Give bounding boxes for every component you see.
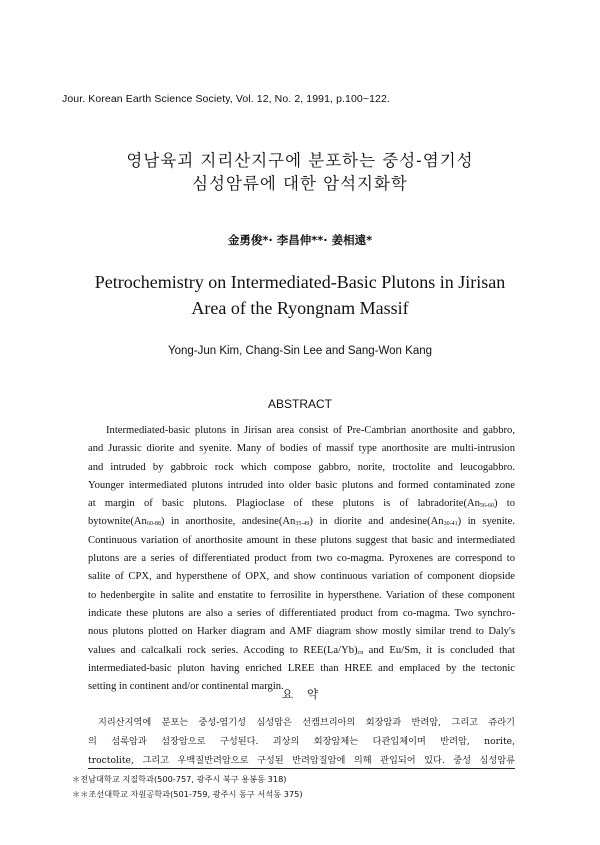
authors-hanja: 金勇俊*· 李昌伸**· 姜相遠* bbox=[227, 233, 373, 247]
summary-body bbox=[88, 713, 515, 770]
subscript-cn: cn bbox=[357, 649, 364, 656]
footnote-affiliation-2: ＊＊조선대학교 자원공학과(501-759, 광주시 동구 서석동 375) bbox=[72, 789, 303, 799]
abstract-line: to hedenbergite in salite and enstatite to ferrosilite in hypersthene. Variation of these component bbox=[88, 589, 515, 601]
abstract-line-text: at margin of basic plutons. Plagioclase of these plutons is of labradorite(An bbox=[88, 498, 480, 510]
abstract-line: Intermediated-basic plutons in Jirisan area consist of Pre-Cambrian anorthosite and gabbro, bbox=[106, 425, 515, 436]
abstract-line: Younger intermediated plutons intruded into older basic plutons and formed contaminated zone bbox=[88, 479, 515, 491]
journal-reference: Jour. Korean Earth Science Society, Vol. 12, No. 2, 1991, p.100~122. bbox=[62, 93, 390, 105]
subscript-an-bytownite: 60-88 bbox=[146, 521, 161, 528]
abstract-line-text: values and calcalkali rock series. Accoding to REE(La/Yb) bbox=[88, 644, 358, 656]
subscript-an-labradorite: 56-60 bbox=[479, 503, 494, 510]
abstract-line: nous plutons plotted on Harker diagram and AMF diagram show mostly similar trend to Daly's bbox=[88, 626, 515, 638]
abstract-line-text: ) in diorite and andesine(An bbox=[309, 516, 444, 528]
abstract-line-text: ) to bbox=[493, 498, 516, 510]
summary-heading: 요약 bbox=[281, 687, 333, 701]
abstract-line: and intruded by gabbroic rock which compose gabbro, norite, troctolite and leucogabbro. bbox=[88, 461, 515, 473]
korean-title-line-1: 영남육괴 지리산지구에 분포하는 중성-염기성 bbox=[126, 151, 474, 170]
subscript-an-andesine-syenite: 30-41 bbox=[443, 521, 458, 528]
footnote-affiliation-1: ＊전남대학교 지질학과(500-757, 광주시 북구 용봉동 318) bbox=[72, 774, 287, 784]
abstract-line: intermediated-basic pluton having enriched LREE than HREE and emplaced by the tectonic bbox=[88, 662, 515, 674]
abstract-line-text: ) in syenite. bbox=[457, 516, 515, 528]
subscript-an-andesine-diorite: 35-49 bbox=[295, 521, 310, 528]
abstract-line bbox=[88, 513, 515, 531]
abstract-line-text: bytownite(An bbox=[88, 516, 147, 528]
abstract-line: plutons are a series of differentiated product from two co-magma. Pyroxenes are correspond to bbox=[88, 553, 515, 565]
english-title-line-1: Petrochemistry on Intermediated-Basic Plutons in Jirisan bbox=[94, 272, 506, 292]
abstract-line: indicate these plutons are also a series of differentiated product from co-magma. Two synchro- bbox=[88, 607, 515, 619]
abstract-heading: ABSTRACT bbox=[267, 397, 332, 411]
abstract-line: setting in continent and/or continental margin. bbox=[88, 681, 284, 693]
abstract-line: Continuous variation of anorthosite amount in these plutons suggest that basic and intermediated bbox=[88, 534, 515, 546]
english-title-line-2: Area of the Ryongnam Massif bbox=[191, 298, 409, 318]
abstract-line bbox=[88, 642, 515, 660]
authors-english: Yong-Jun Kim, Chang-Sin Lee and Sang-Won Kang bbox=[167, 345, 433, 357]
abstract-line: salite of CPX, and hypersthene of OPX, and show continuous variation of component diopside bbox=[88, 571, 515, 583]
abstract-body bbox=[88, 422, 515, 696]
summary-line: 의 섬록암과 섬장암으로 구성된다. 괴상의 회장암체는 다관입체이며 반려암, norite, bbox=[88, 736, 515, 747]
korean-title-line-2: 심성암류에 대한 암석지화학 bbox=[192, 174, 408, 193]
abstract-line-text: ) in anorthosite, andesine(An bbox=[160, 516, 296, 528]
abstract-line-text: and Eu/Sm, it is concluded that bbox=[363, 644, 515, 656]
abstract-line: and Jurassic diorite and syenite. Many of bodies of massif type anorthosite are multi-intrusion bbox=[88, 443, 515, 455]
summary-line: troctolite, 그리고 우백질반려암으로 구성된 반려암질암에 의해 관입되어 있다. 중성 심성암류 bbox=[88, 755, 515, 766]
summary-line: 지리산지역에 분포는 중성-염기성 심성암은 선캠브리아의 회장암과 반려암, 그리고 쥬라기 bbox=[98, 717, 515, 728]
footnote-divider bbox=[88, 768, 515, 769]
abstract-line bbox=[88, 495, 515, 513]
